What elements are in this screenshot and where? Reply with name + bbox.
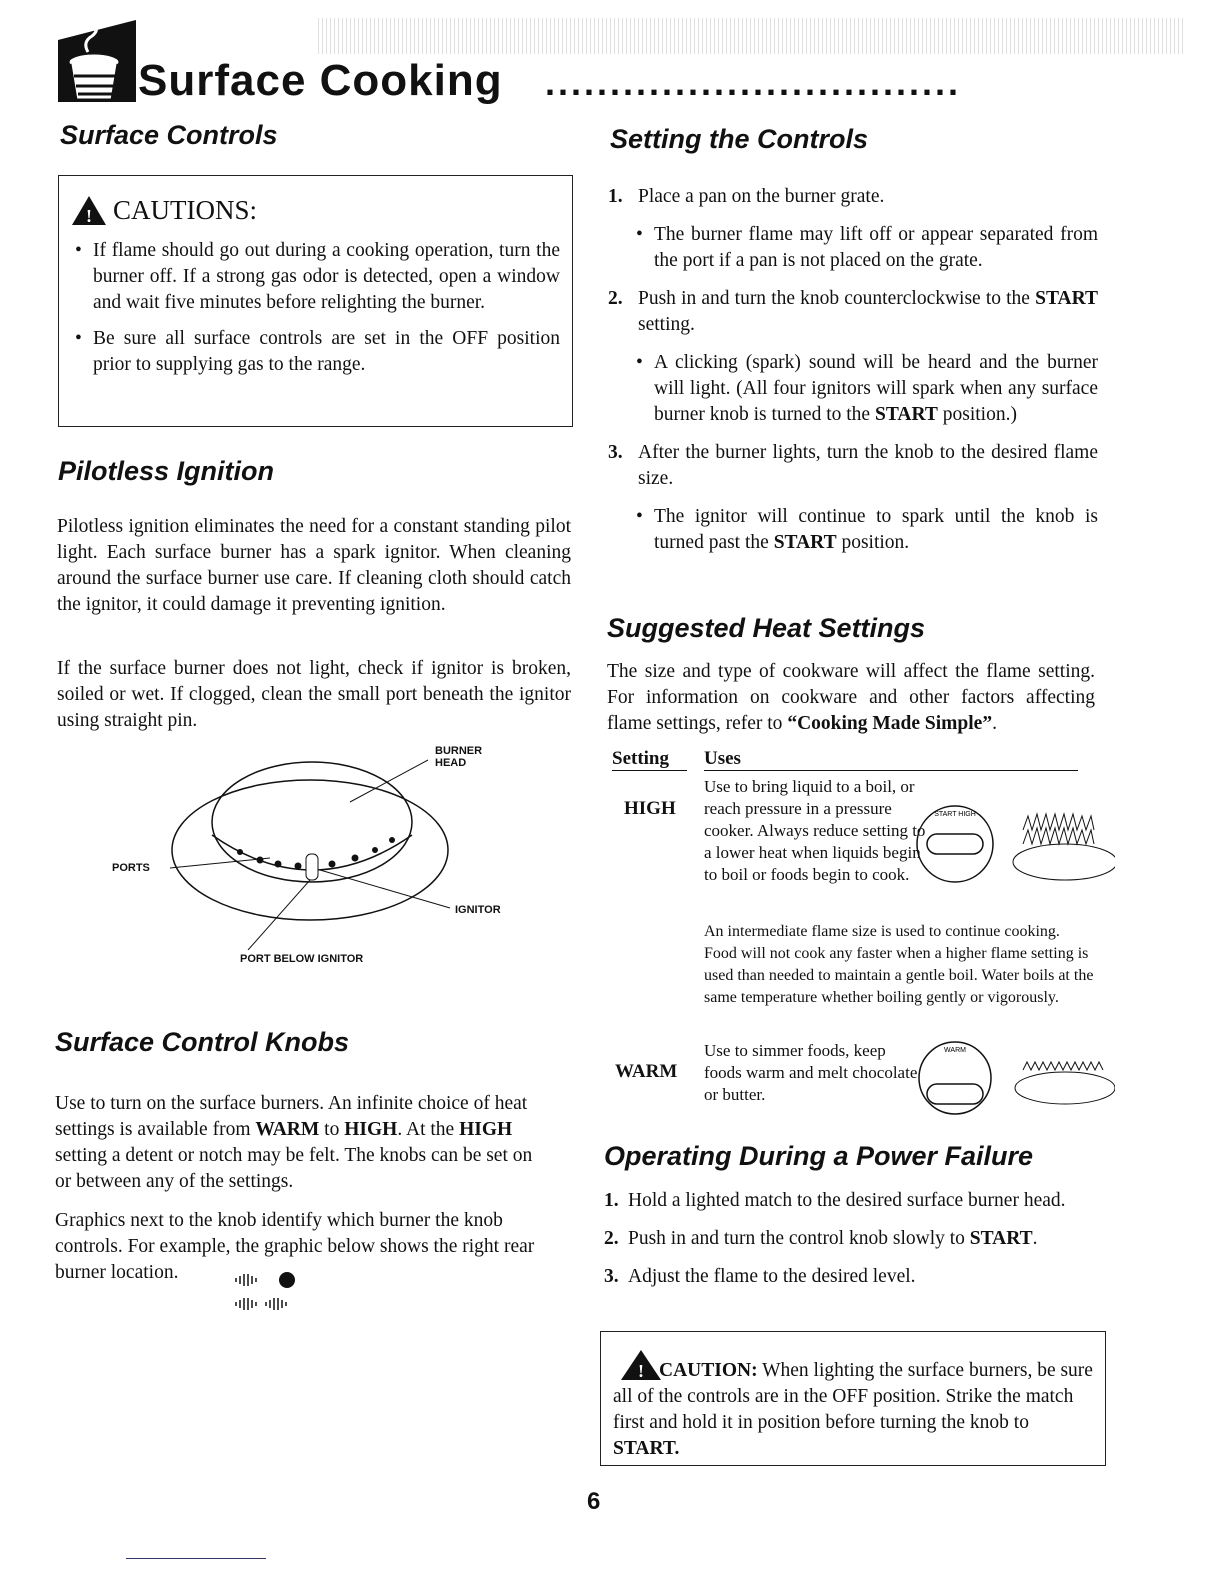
label-port-below-ignitor: PORT BELOW IGNITOR: [240, 953, 364, 965]
heat-intro: The size and type of cookware will affect the flame setting. For information on cookware and other factors affecting flame settings, refer to “Cooking Made Simple”.: [607, 661, 1095, 734]
col-setting: Setting: [612, 748, 687, 771]
scan-noise: [318, 18, 1184, 54]
cautions-title: CAUTIONS:: [113, 194, 258, 225]
warning-icon: [613, 1348, 663, 1382]
label-head: HEAD: [435, 757, 467, 769]
knobs-paragraph-2: Graphics next to the knob identify which burner the knob controls. For example, the graphic below shows the right rear burner location.: [55, 1210, 535, 1283]
cooking-pot-icon: [58, 20, 136, 102]
caution-item: • Be sure all surface controls are set in the OFF position prior to supplying gas to the range.: [71, 326, 560, 378]
svg-text:!: !: [638, 1361, 644, 1381]
step-1: 1. Place a pan on the burner grate.: [608, 186, 885, 207]
burner-location-icon: [232, 1268, 302, 1314]
heading-suggested-heat-settings: Suggested Heat Settings: [607, 613, 926, 643]
svg-text:WARM: WARM: [944, 1047, 966, 1054]
step-2: 2. Push in and turn the knob counterclockwise to the START setting.: [608, 288, 1098, 335]
svg-text:START HIGH: START HIGH: [934, 811, 976, 818]
caution-text: ! CAUTION: When lighting the surface burners, be sure all of the controls are in the OFF position. Strike the match first and hold it in position before turning the knob to START.: [613, 1348, 1093, 1462]
caution-box: [600, 1331, 1106, 1466]
cautions-box: [58, 175, 573, 427]
setting-high: HIGH: [624, 798, 676, 819]
label-ports: PORTS: [112, 862, 150, 874]
uses-warm: Use to simmer foods, keep foods warm and melt chocolate or butter.: [704, 1041, 918, 1104]
uses-high: Use to bring liquid to a boil, or reach pressure in a pressure cooker. Always reduce setting to a lower heat when liquids begin to boil or foods begin to cook.: [704, 777, 926, 884]
page-number: 6: [587, 1488, 601, 1515]
step-3: 3. After the burner lights, turn the knob to the desired flame size.: [608, 442, 1098, 489]
step-3-note: • The ignitor will continue to spark until the knob is turned past the START position.: [632, 504, 1098, 556]
power-step-2: 2. Push in and turn the control knob slowly to START.: [604, 1228, 1038, 1249]
caution-item: • If flame should go out during a cooking operation, turn the burner off. If a strong gas odor is detected, open a window and wait five minutes before relighting the burner.: [71, 238, 560, 316]
page-title: Surface Cooking: [138, 56, 503, 105]
label-burner: BURNER: [435, 745, 483, 757]
svg-text:!: !: [86, 206, 92, 226]
step-1-note: • The burner flame may lift off or appear separated from the port if a pan is not placed on the grate.: [632, 222, 1098, 274]
heading-power-failure: Operating During a Power Failure: [604, 1141, 1034, 1171]
title-leader-dots: ................................: [545, 62, 962, 103]
label-ignitor: IGNITOR: [455, 904, 501, 916]
knobs-paragraph-1: Use to turn on the surface burners. An infinite choice of heat settings is available from WARM to HIGH. At the HIGH setting a detent or notch may be felt. The knobs can be set on or between any of the settings.: [55, 1093, 533, 1192]
high-knob-flame-icon: [915, 800, 1115, 890]
heading-surface-controls: Surface Controls: [60, 120, 278, 150]
pilotless-paragraph-2: If the surface burner does not light, check if ignitor is broken, soiled or wet. If clogged, clean the small port beneath the ignitor using straight pin.: [57, 658, 571, 731]
heading-pilotless-ignition: Pilotless Ignition: [58, 456, 275, 486]
step-2-note: • A clicking (spark) sound will be heard and the burner will light. (All four ignitors will spark when any surface burner knob is turned to the START position.): [632, 350, 1098, 428]
power-step-1: 1. Hold a lighted match to the desired surface burner head.: [604, 1190, 1066, 1211]
uses-medium: An intermediate flame size is used to continue cooking. Food will not cook any faster when a higher flame setting is used than needed to maintain a gentle boil. Water boils at the same temperature whether boiling gently or vigorously.: [704, 923, 1094, 1006]
heading-surface-control-knobs: Surface Control Knobs: [55, 1027, 350, 1057]
burner-diagram: [160, 740, 483, 950]
heading-setting-the-controls: Setting the Controls: [610, 124, 868, 154]
setting-warm: WARM: [615, 1061, 678, 1082]
power-step-3: 3. Adjust the flame to the desired level.: [604, 1266, 916, 1287]
warm-knob-flame-icon: [915, 1040, 1115, 1118]
col-uses: Uses: [704, 748, 1078, 771]
footer-rule: [126, 1558, 266, 1559]
pilotless-paragraph-1: Pilotless ignition eliminates the need for a constant standing pilot light. Each surface burner has a spark ignitor. When cleaning around the surface burner use care. If cleaning cloth should catch the ignitor, it could damage it preventing ignition.: [57, 516, 571, 615]
warning-icon: [71, 194, 107, 226]
